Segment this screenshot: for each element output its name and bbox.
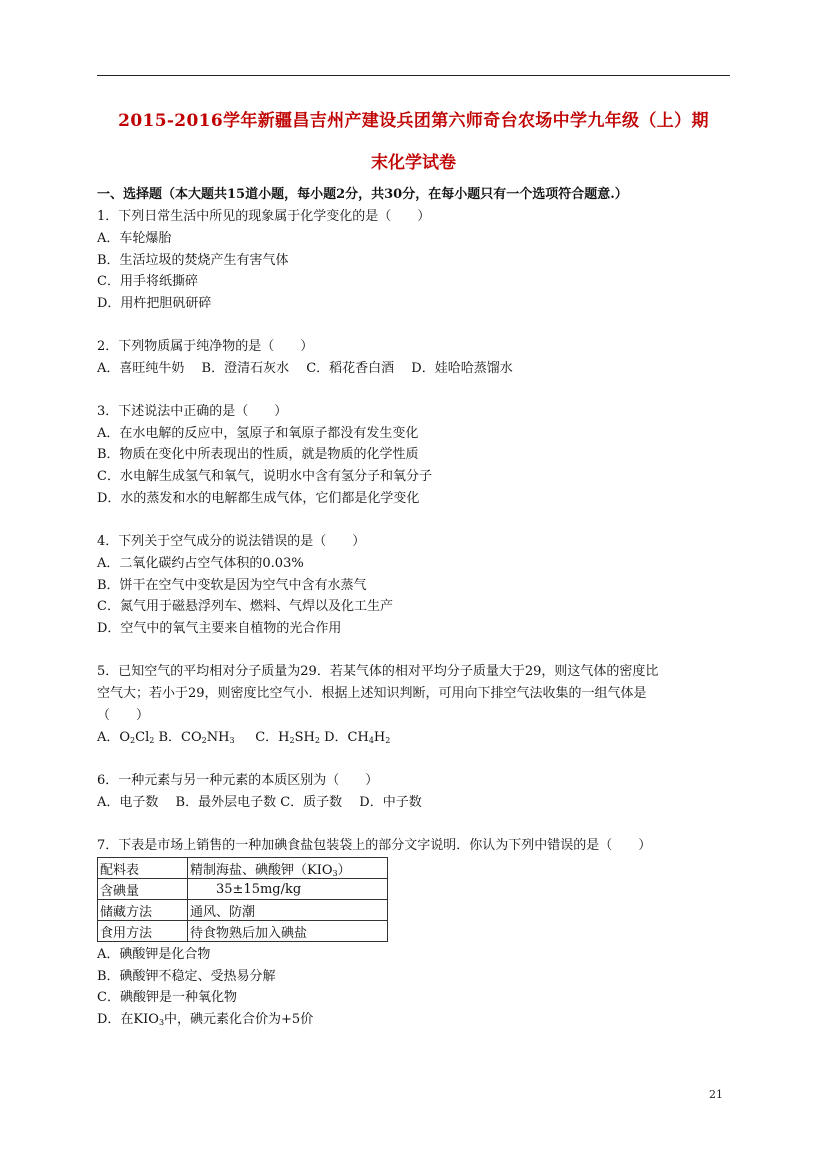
table-cell-value: 精制海盐、碘酸钾$(KIO_3)$ [188,858,388,879]
question-6-stem: 6．一种元素与另一种元素的本质区别为（ ） [97,773,379,788]
table-cell-value: 通风、防潮 [188,900,388,921]
header-rule [97,75,730,76]
question-7-option-b: B．碘酸钾不稳定、受热易分解 [97,969,276,984]
question-1-option-c: C．用手将纸撕碎 [97,274,198,289]
question-1-option-d: D．用杵把胆矾研碎 [97,296,212,311]
question-7-option-d: D．在$KIO_3$中，碘元素化合价为+5价 [97,1012,314,1027]
question-3-option-d: D．水的蒸发和水的电解都生成气体，它们都是化学变化 [97,491,420,506]
question-7-option-c: C．碘酸钾是一种氧化物 [97,990,237,1005]
question-5-options [97,730,390,746]
question-1-option-a: A．车轮爆胎 [97,231,172,246]
question-2-stem: 2．下列物质属于纯净物的是（ ） [97,339,314,354]
table-cell-label: 含碘量 [98,879,188,900]
question-1-option-b: B．生活垃圾的焚烧产生有害气体 [97,253,289,268]
question-7-stem: 7．下表是市场上销售的一种加碘食盐包装袋上的部分文字说明．你认为下列中错误的是（ ） [97,838,652,853]
table-row [98,900,388,921]
table-cell-label: 储藏方法 [98,900,188,921]
question-5-option-b: B．$CO_2NH_3$ [158,730,235,745]
question-3-option-c: C．水电解生成氢气和氧气，说明水中含有氢分子和氧分子 [97,469,432,484]
salt-label-table [97,857,388,942]
table-row [98,858,388,879]
question-5-stem-line-2: 空气大；若小于29，则密度比空气小．根据上述知识判断，可用向下排空气法收集的一组气体是 [97,686,647,701]
question-5-stem-line-1: 5．已知空气的平均相对分子质量为29．若某气体的相对平均分子质量大于29，则这气体的密度比 [97,664,659,679]
question-4-stem: 4．下列关于空气成分的说法错误的是（ ） [97,534,366,549]
table-row [98,921,388,942]
table-cell-label: 食用方法 [98,921,188,942]
page-number: 21 [709,1088,723,1101]
table-cell-value: 待食物熟后加入碘盐 [188,921,388,942]
table-cell-value: 35±15mg/kg [188,879,388,900]
question-7-option-a: A．碘酸钾是化合物 [97,947,211,962]
question-5-option-c: C．$H_2SH_2$ [255,730,320,745]
table-cell-label: 配料表 [98,858,188,879]
table-row [98,879,388,900]
question-3-option-a: A．在水电解的反应中，氢原子和氧原子都没有发生变化 [97,426,419,441]
question-5-stem-line-3: （ ） [97,708,150,723]
question-4-option-c: C．氮气用于磁悬浮列车、燃料、气焊以及化工生产 [97,599,393,614]
question-1-stem: 1．下列日常生活中所见的现象属于化学变化的是（ ） [97,209,431,224]
question-4-option-a: A．二氧化碳约占空气体积的0.03% [97,556,304,571]
exam-title-line-2: 末化学试卷 [371,153,456,173]
question-3-option-b: B．物质在变化中所表现出的性质，就是物质的化学性质 [97,447,419,462]
question-5-option-a: A．$O_2Cl_2$ [97,730,155,745]
question-4-option-b: B．饼干在空气中变软是因为空气中含有水蒸气 [97,578,367,593]
question-6-options: A．电子数 B．最外层电子数 C．质子数 D．中子数 [97,795,422,810]
exam-title-line-1: 2015-2016学年新疆昌吉州产建设兵团第六师奇台农场中学九年级（上）期 [118,111,709,131]
question-4-option-d: D．空气中的氧气主要来自植物的光合作用 [97,621,342,636]
question-5-option-d: D．$CH_4H_2$ [324,730,391,745]
question-2-options: A．喜旺纯牛奶 B．澄清石灰水 C．稻花香白酒 D．娃哈哈蒸馏水 [97,361,513,376]
question-3-stem: 3．下述说法中正确的是（ ） [97,404,288,419]
section-heading: 一、选择题（本大题共15道小题，每小题2分，共30分，在每小题只有一个选项符合题意.） [97,187,628,202]
